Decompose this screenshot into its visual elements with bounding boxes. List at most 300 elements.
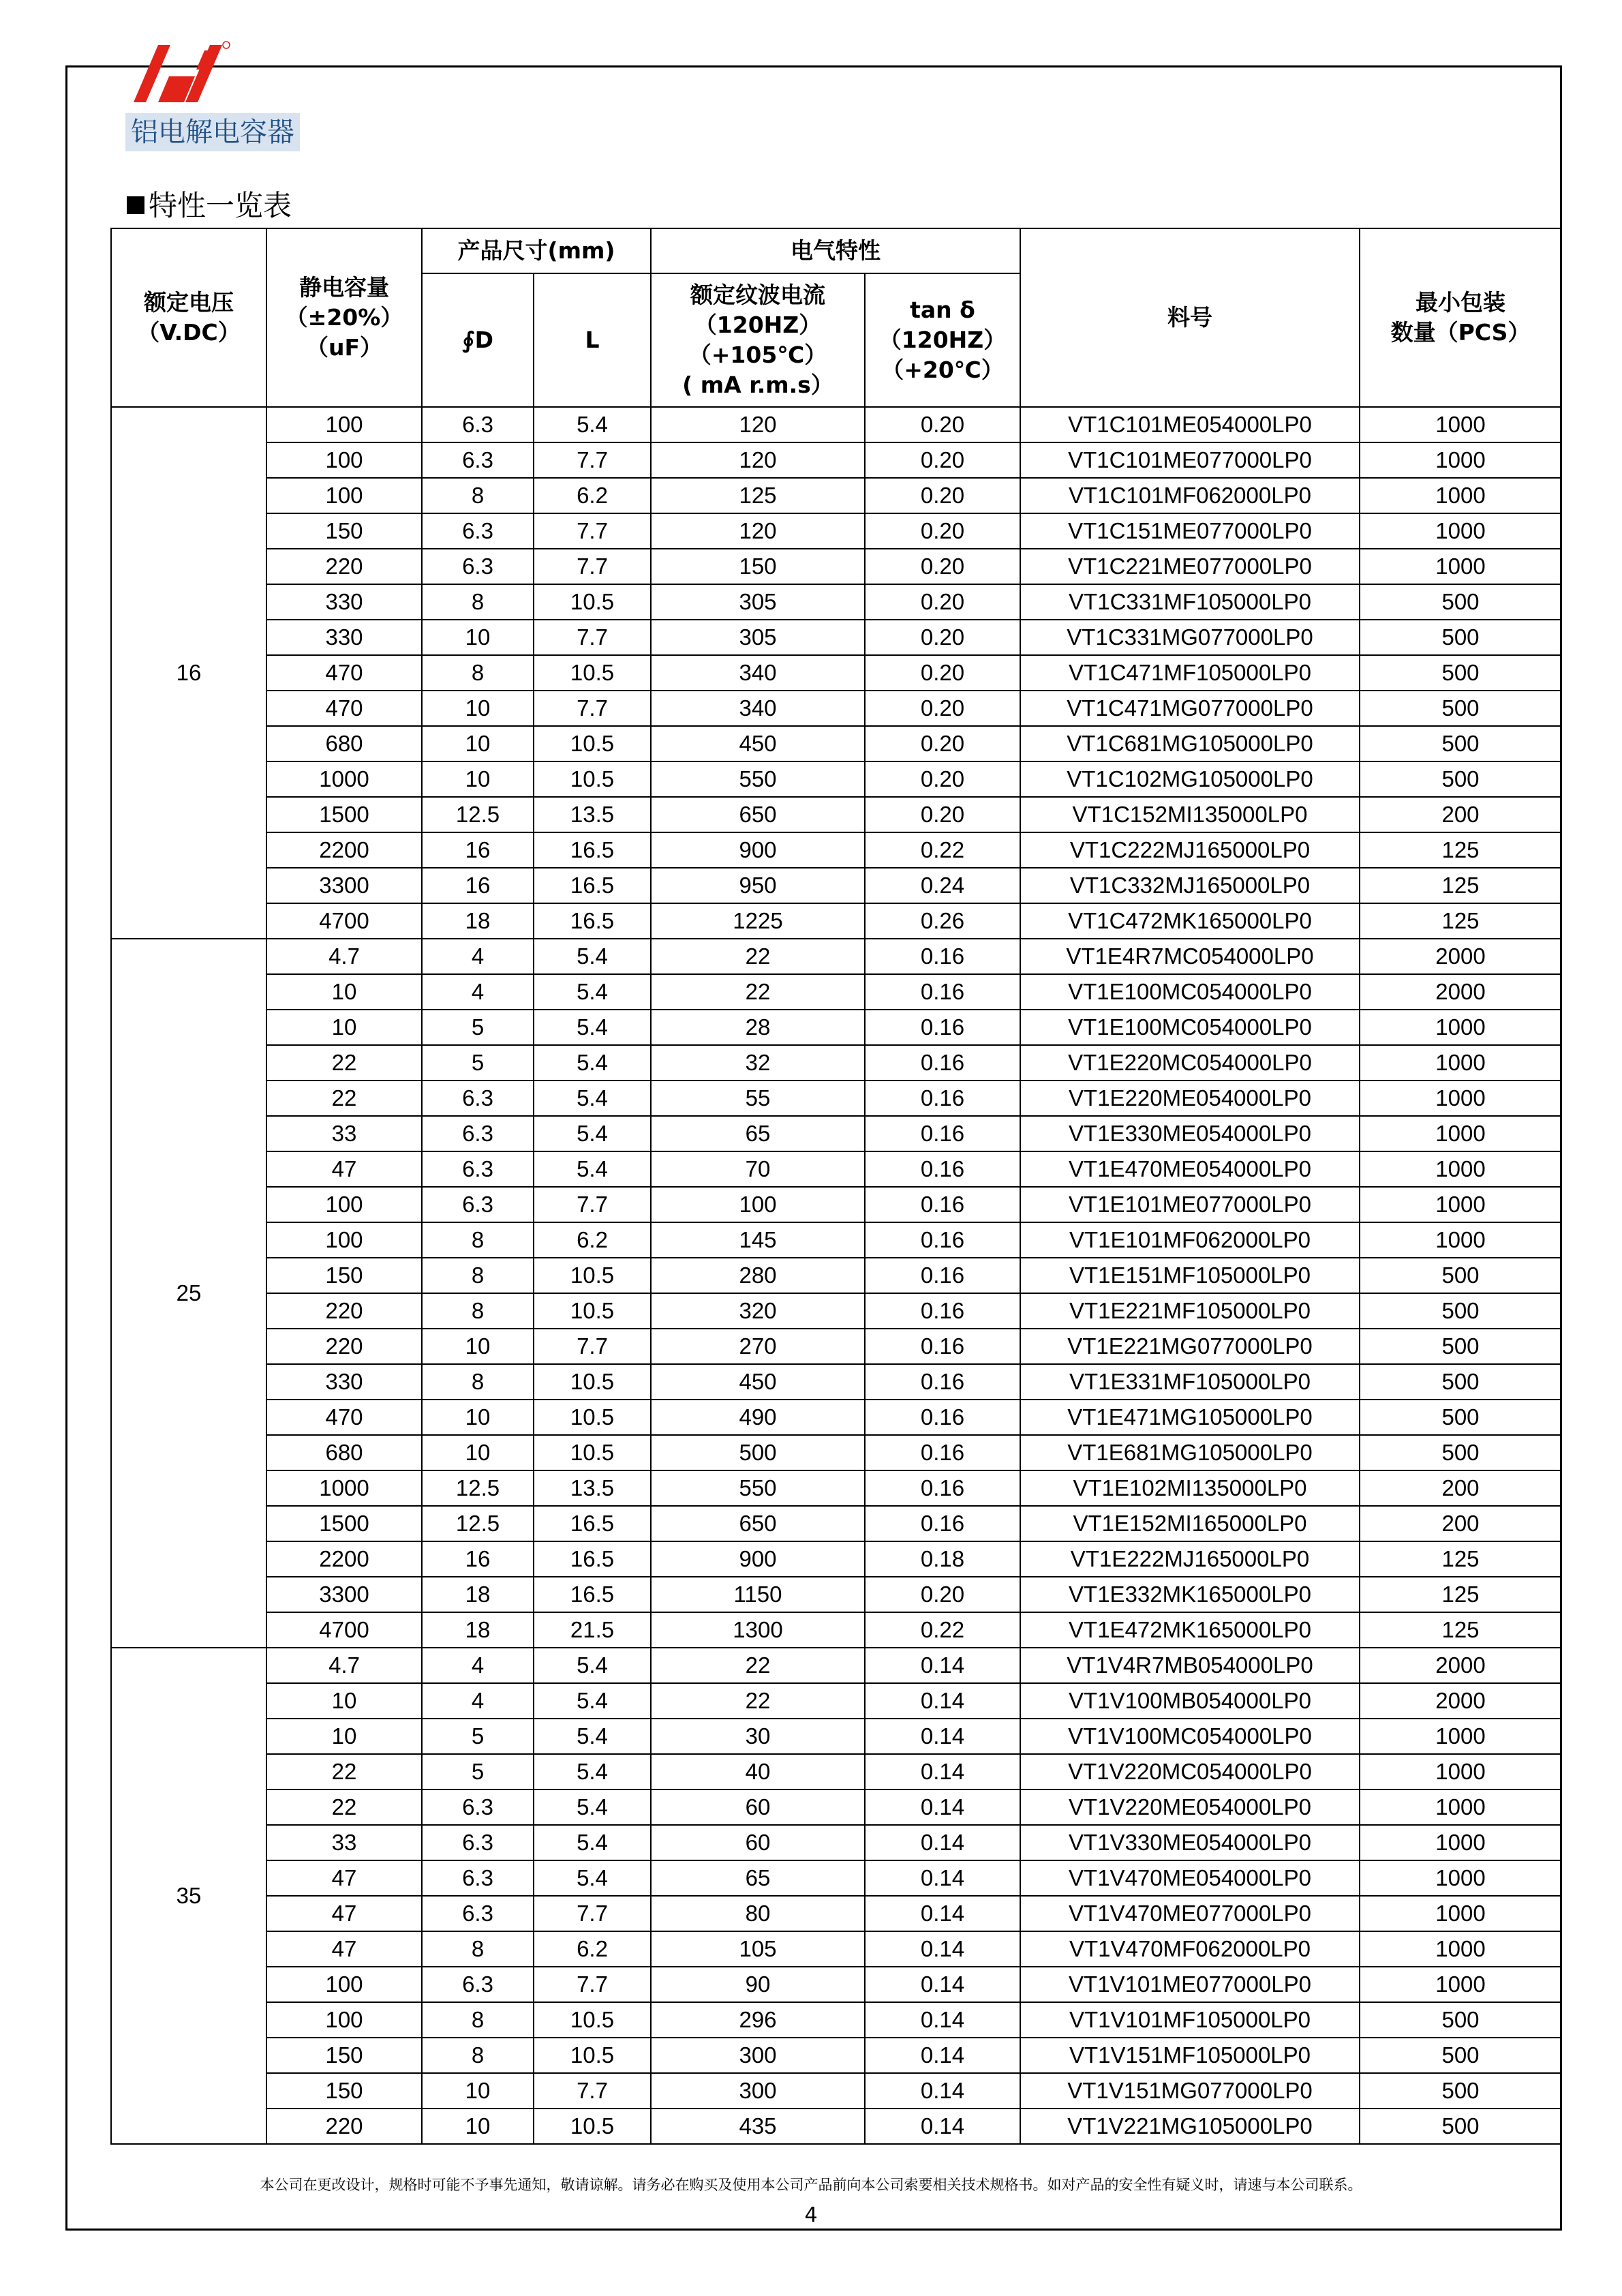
part-no-cell: VT1V101MF105000LP0: [1020, 2002, 1360, 2038]
table-row: [111, 1683, 1561, 1719]
tan-cell: 0.14: [865, 1754, 1020, 1789]
ripple-cell: 105: [651, 1931, 865, 1967]
diameter-cell: 6.3: [422, 513, 534, 549]
min-pack-cell: 125: [1360, 1577, 1561, 1612]
length-cell: 10.5: [534, 584, 651, 620]
part-no-cell: VT1C471MG077000LP0: [1020, 691, 1360, 726]
tan-cell: 0.14: [865, 1719, 1020, 1754]
table-row: [111, 1931, 1561, 1967]
part-no-cell: VT1C152MI135000LP0: [1020, 797, 1360, 832]
min-pack-cell: 500: [1360, 761, 1561, 797]
diameter-cell: 6.3: [422, 1967, 534, 2002]
diameter-cell: 8: [422, 2002, 534, 2038]
diameter-cell: 4: [422, 1648, 534, 1683]
length-cell: 7.7: [534, 1329, 651, 1364]
length-cell: 5.4: [534, 1081, 651, 1116]
ripple-cell: 900: [651, 832, 865, 868]
length-cell: 16.5: [534, 1541, 651, 1577]
min-pack-cell: 125: [1360, 868, 1561, 903]
ripple-cell: 125: [651, 478, 865, 513]
capacitance-cell: 100: [266, 442, 422, 478]
length-cell: 5.4: [534, 1151, 651, 1187]
table-row: [111, 2109, 1561, 2144]
part-no-cell: VT1E331MF105000LP0: [1020, 1364, 1360, 1400]
tan-cell: 0.16: [865, 1293, 1020, 1329]
diameter-cell: 10: [422, 2109, 534, 2144]
table-row: [111, 407, 1561, 442]
table-row: [111, 1967, 1561, 2002]
length-cell: 10.5: [534, 2002, 651, 2038]
tan-cell: 0.16: [865, 1470, 1020, 1506]
length-cell: 16.5: [534, 903, 651, 939]
tan-cell: 0.16: [865, 1258, 1020, 1293]
length-cell: 7.7: [534, 1896, 651, 1931]
capacitance-cell: 4.7: [266, 939, 422, 974]
ripple-cell: 305: [651, 620, 865, 655]
spec-table-body: [111, 407, 1561, 2144]
min-pack-cell: 500: [1360, 1258, 1561, 1293]
diameter-cell: 8: [422, 1258, 534, 1293]
min-pack-cell: 500: [1360, 2109, 1561, 2144]
part-no-cell: VT1V151MF105000LP0: [1020, 2038, 1360, 2073]
section-title: [127, 185, 292, 226]
length-cell: 6.2: [534, 1931, 651, 1967]
diameter-cell: 10: [422, 691, 534, 726]
table-row: [111, 1577, 1561, 1612]
min-pack-cell: 200: [1360, 1506, 1561, 1541]
min-pack-cell: 500: [1360, 655, 1561, 691]
length-cell: 10.5: [534, 1364, 651, 1400]
capacitance-cell: 100: [266, 1222, 422, 1258]
tan-cell: 0.16: [865, 939, 1020, 974]
tan-cell: 0.20: [865, 726, 1020, 761]
ripple-cell: 100: [651, 1187, 865, 1222]
table-row: [111, 2002, 1561, 2038]
min-pack-cell: 1000: [1360, 1967, 1561, 2002]
tan-cell: 0.14: [865, 1683, 1020, 1719]
capacitance-cell: 100: [266, 407, 422, 442]
tan-cell: 0.20: [865, 655, 1020, 691]
min-pack-cell: 1000: [1360, 407, 1561, 442]
ripple-cell: 300: [651, 2038, 865, 2073]
tan-cell: 0.20: [865, 513, 1020, 549]
length-cell: 5.4: [534, 939, 651, 974]
min-pack-cell: 500: [1360, 1293, 1561, 1329]
part-no-cell: VT1E4R7MC054000LP0: [1020, 939, 1360, 974]
tan-cell: 0.20: [865, 407, 1020, 442]
part-no-cell: VT1E221MG077000LP0: [1020, 1329, 1360, 1364]
length-cell: 7.7: [534, 620, 651, 655]
capacitance-cell: 4.7: [266, 1648, 422, 1683]
header-ripple-current: 额定纹波电流 （120HZ） （+105℃） ( mA r.m.s）: [651, 273, 865, 407]
tan-cell: 0.16: [865, 974, 1020, 1010]
diameter-cell: 6.3: [422, 1151, 534, 1187]
table-row: [111, 513, 1561, 549]
length-cell: 7.7: [534, 2073, 651, 2109]
ripple-cell: 40: [651, 1754, 865, 1789]
table-row: [111, 691, 1561, 726]
table-row: [111, 939, 1561, 974]
ripple-cell: 80: [651, 1896, 865, 1931]
tan-cell: 0.18: [865, 1541, 1020, 1577]
length-cell: 5.4: [534, 1754, 651, 1789]
ripple-cell: 55: [651, 1081, 865, 1116]
ripple-cell: 650: [651, 1506, 865, 1541]
ripple-cell: 300: [651, 2073, 865, 2109]
ripple-cell: 150: [651, 549, 865, 584]
voltage-cell: 16: [111, 407, 266, 939]
part-no-cell: VT1C332MJ165000LP0: [1020, 868, 1360, 903]
min-pack-cell: 125: [1360, 832, 1561, 868]
tan-cell: 0.14: [865, 1789, 1020, 1825]
min-pack-cell: 1000: [1360, 1151, 1561, 1187]
square-bullet-icon: [127, 196, 144, 214]
min-pack-cell: 1000: [1360, 1754, 1561, 1789]
capacitance-cell: 150: [266, 1258, 422, 1293]
tan-cell: 0.14: [865, 1896, 1020, 1931]
header-size: 产品尺寸(mm): [422, 228, 651, 273]
capacitance-cell: 10: [266, 1010, 422, 1045]
length-cell: 5.4: [534, 1683, 651, 1719]
table-row: [111, 549, 1561, 584]
diameter-cell: 10: [422, 1435, 534, 1470]
part-no-cell: VT1V220MC054000LP0: [1020, 1754, 1360, 1789]
part-no-cell: VT1V470ME077000LP0: [1020, 1896, 1360, 1931]
table-row: [111, 1719, 1561, 1754]
tan-cell: 0.20: [865, 761, 1020, 797]
length-cell: 5.4: [534, 1860, 651, 1896]
capacitance-cell: 22: [266, 1789, 422, 1825]
diameter-cell: 6.3: [422, 1860, 534, 1896]
ripple-cell: 145: [651, 1222, 865, 1258]
part-no-cell: VT1C101ME054000LP0: [1020, 407, 1360, 442]
length-cell: 10.5: [534, 2038, 651, 2073]
min-pack-cell: 1000: [1360, 1045, 1561, 1081]
ripple-cell: 32: [651, 1045, 865, 1081]
part-no-cell: VT1E330ME054000LP0: [1020, 1116, 1360, 1151]
table-row: [111, 1293, 1561, 1329]
min-pack-cell: 125: [1360, 1541, 1561, 1577]
diameter-cell: 6.3: [422, 1081, 534, 1116]
min-pack-cell: 2000: [1360, 939, 1561, 974]
table-row: [111, 1896, 1561, 1931]
tan-cell: 0.16: [865, 1151, 1020, 1187]
table-row: [111, 1470, 1561, 1506]
min-pack-cell: 1000: [1360, 1719, 1561, 1754]
capacitance-cell: 220: [266, 2109, 422, 2144]
brand-label: 铝电解电容器: [125, 113, 300, 151]
table-row: [111, 2038, 1561, 2073]
ripple-cell: 270: [651, 1329, 865, 1364]
length-cell: 21.5: [534, 1612, 651, 1648]
tan-cell: 0.14: [865, 2073, 1020, 2109]
table-row: [111, 1648, 1561, 1683]
header-capacitance: 静电容量 （±20%） （uF）: [266, 228, 422, 407]
ripple-cell: 60: [651, 1825, 865, 1860]
diameter-cell: 16: [422, 832, 534, 868]
capacitance-cell: 150: [266, 2038, 422, 2073]
tan-cell: 0.16: [865, 1116, 1020, 1151]
length-cell: 6.2: [534, 478, 651, 513]
capacitance-cell: 220: [266, 549, 422, 584]
length-cell: 10.5: [534, 1258, 651, 1293]
length-cell: 5.4: [534, 974, 651, 1010]
length-cell: 7.7: [534, 1967, 651, 2002]
tan-cell: 0.16: [865, 1364, 1020, 1400]
footer-note: 本公司在更改设计，规格时可能不予事先通知，敬请谅解。请务必在购买及使用本公司产品前向本公司索要相关技术规格书。如对产品的安全性有疑义时，请速与本公司联系。: [260, 2177, 1362, 2193]
part-no-cell: VT1E152MI165000LP0: [1020, 1506, 1360, 1541]
length-cell: 5.4: [534, 1789, 651, 1825]
length-cell: 16.5: [534, 1506, 651, 1541]
table-row: [111, 868, 1561, 903]
tan-cell: 0.20: [865, 478, 1020, 513]
ripple-cell: 22: [651, 974, 865, 1010]
diameter-cell: 12.5: [422, 1470, 534, 1506]
ripple-cell: 70: [651, 1151, 865, 1187]
tan-cell: 0.14: [865, 2002, 1020, 2038]
part-no-cell: VT1E101ME077000LP0: [1020, 1187, 1360, 1222]
diameter-cell: 8: [422, 478, 534, 513]
length-cell: 10.5: [534, 1293, 651, 1329]
capacitance-cell: 22: [266, 1081, 422, 1116]
capacitance-cell: 4700: [266, 1612, 422, 1648]
table-row: [111, 1825, 1561, 1860]
capacitance-cell: 33: [266, 1825, 422, 1860]
table-row: [111, 584, 1561, 620]
diameter-cell: 10: [422, 761, 534, 797]
diameter-cell: 8: [422, 1364, 534, 1400]
tan-cell: 0.14: [865, 1931, 1020, 1967]
diameter-cell: 18: [422, 1577, 534, 1612]
min-pack-cell: 1000: [1360, 1896, 1561, 1931]
table-row: [111, 974, 1561, 1010]
table-row: [111, 1541, 1561, 1577]
length-cell: 7.7: [534, 442, 651, 478]
capacitance-cell: 47: [266, 1151, 422, 1187]
capacitance-cell: 1000: [266, 761, 422, 797]
table-row: [111, 1789, 1561, 1825]
min-pack-cell: 500: [1360, 1435, 1561, 1470]
diameter-cell: 8: [422, 1293, 534, 1329]
part-no-cell: VT1V100MB054000LP0: [1020, 1683, 1360, 1719]
ripple-cell: 60: [651, 1789, 865, 1825]
capacitance-cell: 680: [266, 726, 422, 761]
diameter-cell: 8: [422, 584, 534, 620]
min-pack-cell: 500: [1360, 584, 1561, 620]
ripple-cell: 550: [651, 1470, 865, 1506]
length-cell: 10.5: [534, 726, 651, 761]
diameter-cell: 8: [422, 2038, 534, 2073]
diameter-cell: 6.3: [422, 1896, 534, 1931]
diameter-cell: 4: [422, 974, 534, 1010]
ripple-cell: 120: [651, 407, 865, 442]
header-rated-voltage: 额定电压 （V.DC）: [111, 228, 266, 407]
capacitance-cell: 680: [266, 1435, 422, 1470]
table-row: [111, 903, 1561, 939]
min-pack-cell: 125: [1360, 903, 1561, 939]
part-no-cell: VT1E102MI135000LP0: [1020, 1470, 1360, 1506]
ripple-cell: 22: [651, 1648, 865, 1683]
capacitance-cell: 4700: [266, 903, 422, 939]
min-pack-cell: 500: [1360, 1329, 1561, 1364]
header-min-pack: 最小包装 数量（PCS）: [1360, 228, 1561, 407]
part-no-cell: VT1C221ME077000LP0: [1020, 549, 1360, 584]
min-pack-cell: 2000: [1360, 1683, 1561, 1719]
table-row: [111, 1116, 1561, 1151]
capacitance-cell: 330: [266, 1364, 422, 1400]
diameter-cell: 6.3: [422, 1116, 534, 1151]
ripple-cell: 22: [651, 939, 865, 974]
ripple-cell: 550: [651, 761, 865, 797]
header-part-no: 料号: [1020, 228, 1360, 407]
min-pack-cell: 1000: [1360, 442, 1561, 478]
length-cell: 5.4: [534, 1116, 651, 1151]
ripple-cell: 950: [651, 868, 865, 903]
company-logo-icon: [128, 40, 230, 108]
part-no-cell: VT1C101MF062000LP0: [1020, 478, 1360, 513]
capacitance-cell: 470: [266, 1400, 422, 1435]
part-no-cell: VT1V470ME054000LP0: [1020, 1860, 1360, 1896]
min-pack-cell: 200: [1360, 1470, 1561, 1506]
ripple-cell: 490: [651, 1400, 865, 1435]
tan-cell: 0.22: [865, 1612, 1020, 1648]
diameter-cell: 6.3: [422, 549, 534, 584]
diameter-cell: 5: [422, 1719, 534, 1754]
part-no-cell: VT1E472MK165000LP0: [1020, 1612, 1360, 1648]
ripple-cell: 1150: [651, 1577, 865, 1612]
diameter-cell: 10: [422, 1329, 534, 1364]
diameter-cell: 18: [422, 1612, 534, 1648]
capacitance-cell: 2200: [266, 832, 422, 868]
table-row: [111, 442, 1561, 478]
diameter-cell: 6.3: [422, 442, 534, 478]
table-row: [111, 478, 1561, 513]
tan-cell: 0.16: [865, 1010, 1020, 1045]
min-pack-cell: 1000: [1360, 1789, 1561, 1825]
capacitance-cell: 100: [266, 1187, 422, 1222]
capacitance-cell: 47: [266, 1931, 422, 1967]
part-no-cell: VT1C681MG105000LP0: [1020, 726, 1360, 761]
part-no-cell: VT1E151MF105000LP0: [1020, 1258, 1360, 1293]
capacitance-cell: 22: [266, 1045, 422, 1081]
min-pack-cell: 200: [1360, 797, 1561, 832]
length-cell: 7.7: [534, 691, 651, 726]
diameter-cell: 5: [422, 1010, 534, 1045]
capacitance-cell: 3300: [266, 1577, 422, 1612]
tan-cell: 0.22: [865, 832, 1020, 868]
min-pack-cell: 500: [1360, 1364, 1561, 1400]
tan-cell: 0.16: [865, 1329, 1020, 1364]
table-row: [111, 1612, 1561, 1648]
ripple-cell: 30: [651, 1719, 865, 1754]
tan-cell: 0.24: [865, 868, 1020, 903]
part-no-cell: VT1V100MC054000LP0: [1020, 1719, 1360, 1754]
capacitance-cell: 22: [266, 1754, 422, 1789]
table-row: [111, 1860, 1561, 1896]
capacitance-cell: 470: [266, 655, 422, 691]
diameter-cell: 4: [422, 1683, 534, 1719]
ripple-cell: 1225: [651, 903, 865, 939]
part-no-cell: VT1V151MG077000LP0: [1020, 2073, 1360, 2109]
diameter-cell: 5: [422, 1045, 534, 1081]
ripple-cell: 320: [651, 1293, 865, 1329]
diameter-cell: 10: [422, 2073, 534, 2109]
table-row: [111, 761, 1561, 797]
diameter-cell: 12.5: [422, 1506, 534, 1541]
tan-cell: 0.16: [865, 1081, 1020, 1116]
ripple-cell: 120: [651, 513, 865, 549]
tan-cell: 0.16: [865, 1222, 1020, 1258]
tan-cell: 0.20: [865, 584, 1020, 620]
length-cell: 5.4: [534, 1010, 651, 1045]
table-row: [111, 726, 1561, 761]
part-no-cell: VT1C472MK165000LP0: [1020, 903, 1360, 939]
ripple-cell: 65: [651, 1860, 865, 1896]
length-cell: 7.7: [534, 513, 651, 549]
capacitance-cell: 100: [266, 478, 422, 513]
tan-cell: 0.20: [865, 1577, 1020, 1612]
min-pack-cell: 1000: [1360, 1825, 1561, 1860]
ripple-cell: 280: [651, 1258, 865, 1293]
tan-cell: 0.14: [865, 1967, 1020, 2002]
header-tan-delta: tan δ （120HZ） （+20℃）: [865, 273, 1020, 407]
capacitance-cell: 10: [266, 974, 422, 1010]
min-pack-cell: 1000: [1360, 1010, 1561, 1045]
table-row: [111, 1400, 1561, 1435]
tan-cell: 0.16: [865, 1435, 1020, 1470]
min-pack-cell: 500: [1360, 726, 1561, 761]
length-cell: 16.5: [534, 1577, 651, 1612]
diameter-cell: 8: [422, 1931, 534, 1967]
ripple-cell: 650: [651, 797, 865, 832]
ripple-cell: 450: [651, 1364, 865, 1400]
part-no-cell: VT1E470ME054000LP0: [1020, 1151, 1360, 1187]
length-cell: 7.7: [534, 549, 651, 584]
tan-cell: 0.20: [865, 442, 1020, 478]
capacitance-cell: 220: [266, 1293, 422, 1329]
diameter-cell: 8: [422, 655, 534, 691]
part-no-cell: VT1C331MG077000LP0: [1020, 620, 1360, 655]
min-pack-cell: 1000: [1360, 478, 1561, 513]
capacitance-cell: 100: [266, 1967, 422, 2002]
length-cell: 16.5: [534, 868, 651, 903]
tan-cell: 0.16: [865, 1045, 1020, 1081]
header-electrical: 电气特性: [651, 228, 1020, 273]
capacitance-cell: 1500: [266, 797, 422, 832]
table-row: [111, 655, 1561, 691]
length-cell: 10.5: [534, 655, 651, 691]
part-no-cell: VT1C151ME077000LP0: [1020, 513, 1360, 549]
part-no-cell: VT1E332MK165000LP0: [1020, 1577, 1360, 1612]
ripple-cell: 65: [651, 1116, 865, 1151]
diameter-cell: 6.3: [422, 407, 534, 442]
table-row: [111, 1187, 1561, 1222]
length-cell: 10.5: [534, 761, 651, 797]
table-row: [111, 832, 1561, 868]
min-pack-cell: 1000: [1360, 1081, 1561, 1116]
min-pack-cell: 500: [1360, 2002, 1561, 2038]
ripple-cell: 435: [651, 2109, 865, 2144]
min-pack-cell: 1000: [1360, 1860, 1561, 1896]
tan-cell: 0.16: [865, 1400, 1020, 1435]
min-pack-cell: 1000: [1360, 549, 1561, 584]
ripple-cell: 22: [651, 1683, 865, 1719]
diameter-cell: 16: [422, 868, 534, 903]
table-row: [111, 1222, 1561, 1258]
diameter-cell: 12.5: [422, 797, 534, 832]
capacitance-cell: 100: [266, 2002, 422, 2038]
diameter-cell: 8: [422, 1222, 534, 1258]
